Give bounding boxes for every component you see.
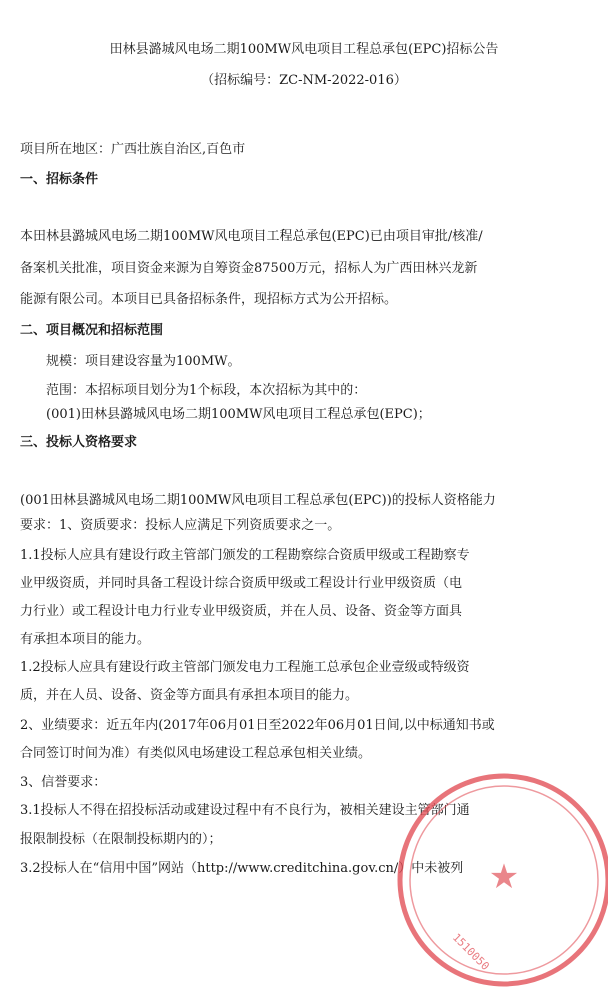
conditions-line-1: 本田林县潞城风电场二期100MW风电项目工程总承包(EPC)已由项目审批/核准/	[20, 229, 483, 244]
qualification-line-4: 业甲级资质，并同时具备工程设计综合资质甲级或工程设计行业甲级资质（电	[20, 576, 463, 591]
qualification-line-11: 3、信誉要求：	[20, 775, 107, 790]
qualification-line-1: (001田林县潞城风电场二期100MW风电项目工程总承包(EPC))的投标人资格能力	[20, 493, 496, 508]
qualification-line-6: 有承担本项目的能力。	[20, 632, 151, 647]
qualification-line-9: 2、业绩要求：近五年内(2017年06月01日至2022年06月01日间,以中标通知书或	[20, 718, 495, 733]
project-lot: (001)田林县潞城风电场二期100MW风电项目工程总承包(EPC)；	[46, 407, 431, 422]
section-heading-overview: 二、项目概况和招标范围	[20, 323, 164, 338]
project-scale: 规模：项目建设容量为100MW。	[46, 354, 241, 369]
conditions-line-3: 能源有限公司。本项目已具备招标条件，现招标方式为公开招标。	[20, 292, 398, 307]
section-heading-qualifications: 三、投标人资格要求	[20, 435, 138, 450]
qualification-line-3: 1.1投标人应具有建设行政主管部门颁发的工程勘察综合资质甲级或工程勘察专	[20, 548, 470, 563]
seal-number: 1510050	[449, 930, 492, 973]
qualification-line-5: 力行业）或工程设计电力行业专业甲级资质，并在人员、设备、资金等方面具	[20, 604, 463, 619]
qualification-line-12: 3.1投标人不得在招投标活动或建设过程中有不良行为，被相关建设主管部门通	[20, 803, 470, 818]
conditions-line-2: 备案机关批准，项目资金来源为自筹资金87500万元，招标人为广西田林兴龙新	[20, 261, 478, 276]
qualification-line-7: 1.2投标人应具有建设行政主管部门颁发电力工程施工总承包企业壹级或特级资	[20, 660, 470, 675]
qualification-line-14: 3.2投标人在“信用中国”网站（http://www.creditchina.gov.cn/）中未被列	[20, 861, 464, 876]
project-location: 项目所在地区：广西壮族自治区,百色市	[20, 142, 246, 157]
qualification-line-8: 质，并在人员、设备、资金等方面具有承担本项目的能力。	[20, 688, 359, 703]
qualification-line-13: 报限制投标（在限制投标期内的）；	[20, 832, 222, 847]
seal-star-icon: ★	[488, 857, 520, 897]
document-title: 田林县潞城风电场二期100MW风电项目工程总承包(EPC)招标公告	[109, 42, 499, 57]
project-scope: 范围：本招标项目划分为1个标段，本次招标为其中的：	[46, 383, 367, 398]
section-heading-conditions: 一、招标条件	[20, 172, 99, 187]
tender-code: （招标编号：ZC-NM-2022-016）	[201, 73, 407, 88]
qualification-line-2: 要求：1、资质要求：投标人应满足下列资质要求之一。	[20, 518, 341, 533]
qualification-line-10: 合同签订时间为准）有类似风电场建设工程总承包相关业绩。	[20, 746, 372, 761]
